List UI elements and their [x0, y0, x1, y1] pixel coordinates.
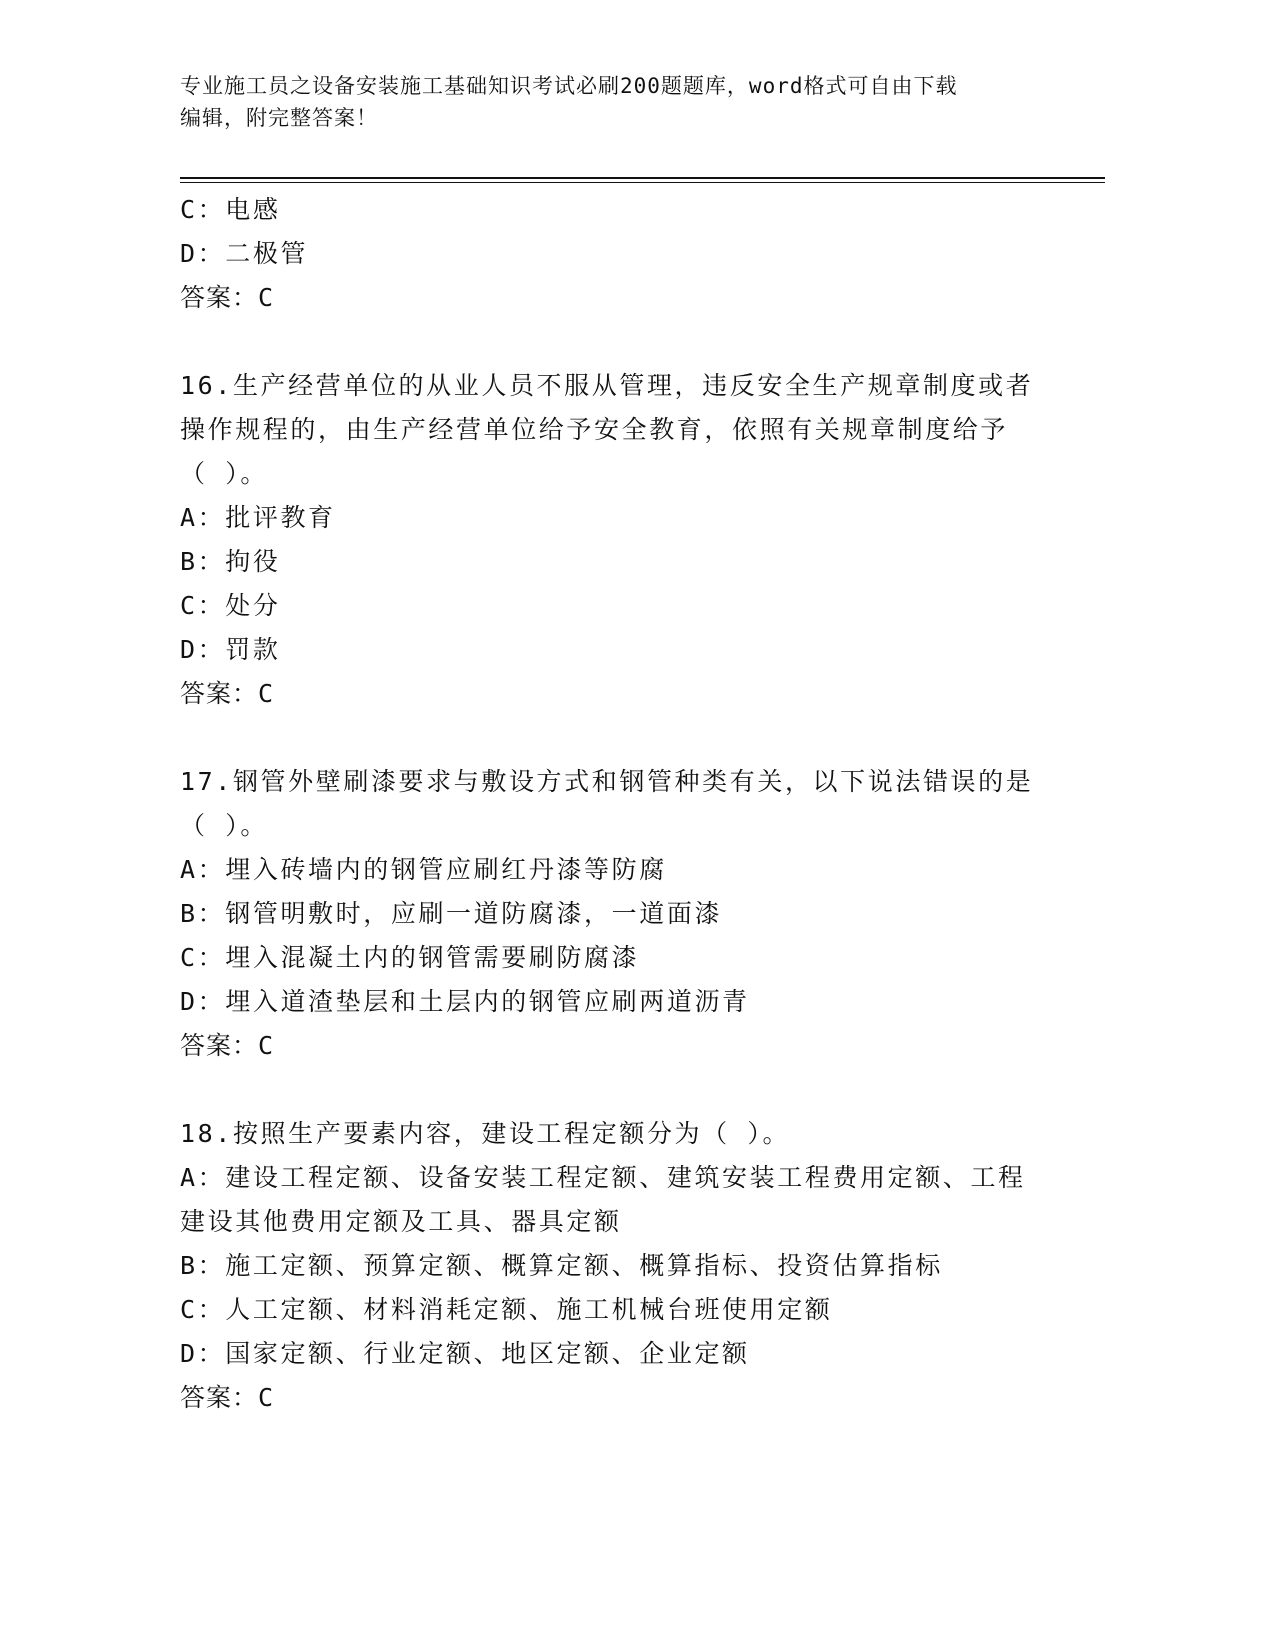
question-stem: （ ）。 [180, 459, 268, 488]
option-c: C：人工定额、材料消耗定额、施工机械台班使用定额 [180, 1295, 833, 1324]
option-b: B：拘役 [180, 547, 281, 576]
header-line: 专业施工员之设备安装施工基础知识考试必刷200题题库，word格式可自由下载 [180, 74, 958, 98]
option-c: C：处分 [180, 591, 281, 620]
header-divider [180, 182, 1105, 183]
answer-line: 答案：C [180, 679, 275, 708]
option-c: C：电感 [180, 195, 281, 224]
option-d: D：罚款 [180, 635, 281, 664]
question-16 [180, 364, 1040, 716]
question-18 [180, 1112, 1040, 1420]
option-b: B：钢管明敷时，应刷一道防腐漆，一道面漆 [180, 899, 723, 928]
option-a: A：建设工程定额、设备安装工程定额、建筑安装工程费用定额、工程 [180, 1163, 1026, 1192]
question-stem: 17.钢管外壁刷漆要求与敷设方式和钢管种类有关，以下说法错误的是 [180, 767, 1034, 796]
option-a: A：埋入砖墙内的钢管应刷红丹漆等防腐 [180, 855, 667, 884]
option-b: B：施工定额、预算定额、概算定额、概算指标、投资估算指标 [180, 1251, 943, 1280]
question-stem: （ ）。 [180, 811, 268, 840]
option-a: A：批评教育 [180, 503, 336, 532]
question-stem: 18.按照生产要素内容，建设工程定额分为（ ）。 [180, 1119, 791, 1148]
answer-line: 答案：C [180, 1031, 275, 1060]
question-stem: 16.生产经营单位的从业人员不服从管理，违反安全生产规章制度或者 [180, 371, 1034, 400]
question-block-carryover [180, 188, 1040, 320]
option-a-continued: 建设其他费用定额及工具、器具定额 [180, 1207, 622, 1236]
question-17 [180, 760, 1040, 1068]
page-header [180, 70, 1040, 134]
option-d: D：二极管 [180, 239, 309, 268]
answer-line: 答案：C [180, 1383, 275, 1412]
option-c: C：埋入混凝土内的钢管需要刷防腐漆 [180, 943, 640, 972]
question-stem: 操作规程的，由生产经营单位给予安全教育，依照有关规章制度给予 [180, 415, 1009, 444]
answer-line: 答案：C [180, 283, 275, 312]
option-d: D：埋入道渣垫层和土层内的钢管应刷两道沥青 [180, 987, 750, 1016]
document-body [180, 188, 1040, 1420]
option-d: D：国家定额、行业定额、地区定额、企业定额 [180, 1339, 750, 1368]
header-divider [180, 177, 1105, 179]
header-line: 编辑，附完整答案！ [180, 106, 378, 130]
